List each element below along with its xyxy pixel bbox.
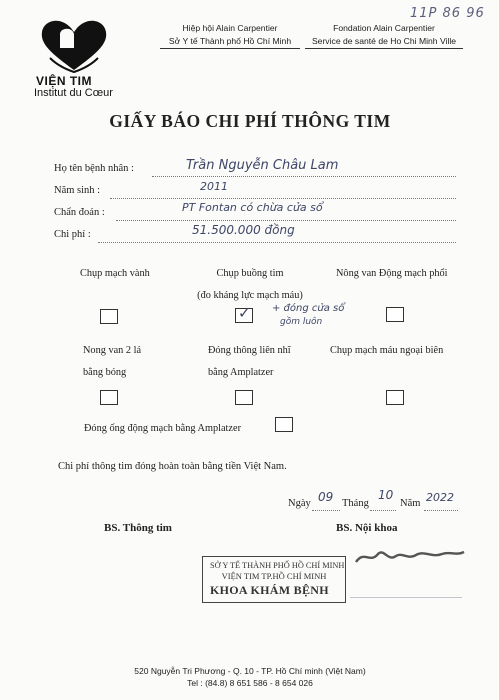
diagnosis-value: PT Fontan có chừa cửa sổ (182, 201, 323, 214)
procedure-balloon-line1: Nong van 2 lá (83, 345, 142, 356)
logo-name: VIỆN TIM (36, 74, 93, 88)
birth-year-line (110, 197, 456, 199)
stamp-line1: SỞ Y TẾ THÀNH PHỐ HỒ CHÍ MINH (210, 561, 345, 570)
checkbox-coronary[interactable] (100, 309, 118, 324)
diagnosis-label: Chẩn đoán : (54, 207, 105, 218)
procedure-pulmonary-label: Nông van Động mạch phổi (336, 268, 448, 279)
patient-name-value: Trần Nguyễn Châu Lam (186, 158, 339, 173)
diagnosis-line (116, 219, 456, 221)
payment-statement: Chi phí thông tim đóng hoàn toàn bằng tiền Việt Nam. (58, 461, 287, 472)
cost-label: Chi phí : (54, 229, 91, 240)
footer-address: 520 Nguyễn Tri Phương - Q. 10 - TP. Hồ Chí minh (Việt Nam) (134, 666, 366, 676)
header-left (160, 22, 300, 48)
procedure-handwritten-note-2: gồm luôn (280, 317, 323, 327)
signature-internist-label: BS. Nội khoa (336, 522, 398, 534)
birth-year-value: 2011 (200, 180, 228, 193)
cost-line (98, 241, 456, 243)
header-right-rule (305, 48, 463, 49)
date-month-value: 10 (378, 488, 394, 502)
procedure-chamber-label (188, 263, 312, 307)
procedure-peripheral-label: Chụp mạch máu ngoại biên (330, 345, 444, 356)
heart-logo-icon (38, 14, 110, 74)
procedure-septal-line1: Đóng thông liên nhĩ (208, 345, 291, 356)
footer-phone: Tel : (84.8) 8 651 586 - 8 654 026 (187, 678, 313, 688)
date-year-value: 2022 (426, 491, 454, 504)
procedure-chamber-line2: (đo kháng lực mạch máu) (197, 290, 303, 301)
handwritten-signature (352, 540, 467, 574)
vien-tim-logo (38, 14, 110, 74)
date-year-label: Năm (400, 498, 421, 509)
procedure-balloon-label (83, 340, 141, 384)
date-day-label: Ngày (288, 498, 311, 509)
procedure-balloon-line2: bằng bóng (83, 367, 127, 378)
date-day-value: 09 (318, 490, 334, 504)
stamp-line2: VIỆN TIM TP.HỒ CHÍ MINH (221, 571, 327, 581)
faint-name-stamp (350, 587, 462, 598)
procedure-septal-label (208, 340, 291, 384)
date-day-line (312, 509, 340, 511)
procedure-pda-label: Đóng ống động mạch bằng Amplatzer (84, 423, 241, 434)
stamp-line3: KHOA KHÁM BỆNH (210, 583, 329, 597)
department-stamp (202, 556, 346, 603)
serial-number: 11P 86 96 (410, 6, 485, 21)
header-left-rule (160, 48, 300, 49)
date-year-line (424, 509, 458, 511)
logo-subtitle: Institut du Cœur (34, 87, 113, 99)
procedure-septal-line2: bằng Amplatzer (208, 367, 274, 378)
cost-value: 51.500.000 đồng (192, 223, 295, 237)
procedure-handwritten-note-1: + đóng cửa sổ (272, 303, 345, 314)
footer (0, 665, 500, 689)
check-mark-icon: ✓ (238, 304, 251, 322)
checkbox-peripheral[interactable] (386, 390, 404, 405)
patient-name-label: Họ tên bệnh nhân : (54, 163, 134, 174)
patient-name-line (152, 175, 456, 177)
checkbox-septal[interactable] (235, 390, 253, 405)
header-right-line2: Service de santé de Ho Chi Minh Ville (311, 36, 457, 46)
procedure-coronary-label: Chụp mạch vành (80, 268, 150, 279)
date-month-label: Tháng (342, 498, 369, 509)
checkbox-pda[interactable] (275, 417, 293, 432)
header-left-line1: Hiệp hội Alain Carpentier (182, 23, 278, 33)
checkbox-balloon[interactable] (100, 390, 118, 405)
header-right-line1: Fondation Alain Carpentier (333, 23, 435, 33)
header-right (305, 22, 463, 48)
signature-cardiologist-label: BS. Thông tim (104, 522, 172, 534)
checkbox-chamber[interactable] (235, 304, 253, 323)
checkbox-pulmonary[interactable] (386, 307, 404, 322)
procedure-chamber-line1: Chụp buồng tim (216, 268, 284, 279)
birth-year-label: Năm sinh : (54, 185, 101, 196)
signature-stroke-icon (352, 540, 467, 570)
date-month-line (370, 509, 396, 511)
document-title: GIẤY BÁO CHI PHÍ THÔNG TIM (109, 111, 391, 131)
header-left-line2: Sở Y tế Thành phố Hồ Chí Minh (168, 36, 292, 46)
